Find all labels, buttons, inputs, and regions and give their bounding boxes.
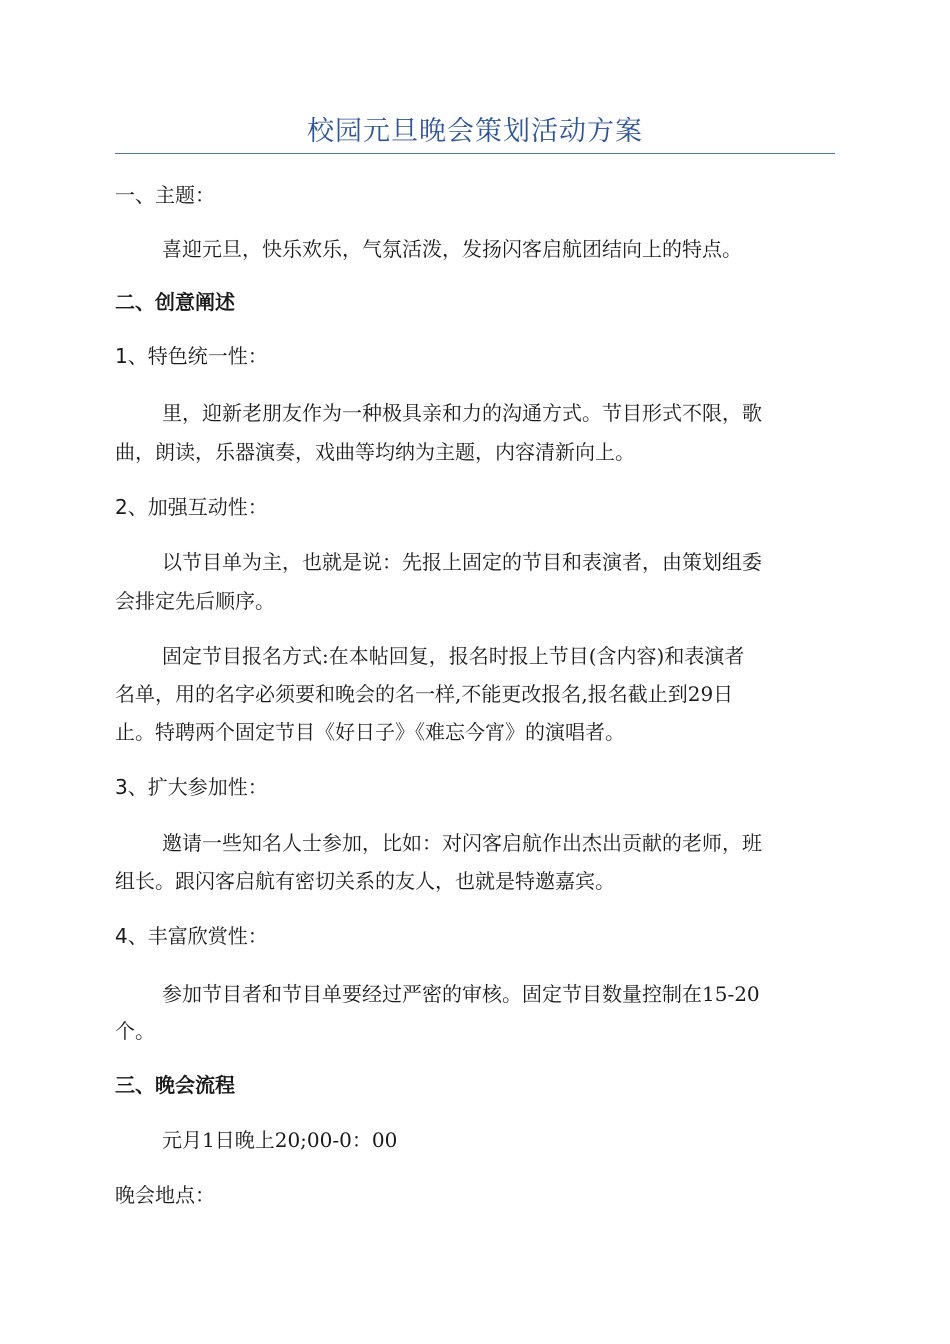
document-title: 校园元旦晚会策划活动方案 <box>307 116 643 147</box>
subsection-2-2-paragraph-2-line-2: 名单，用的名字必须要和晚会的名一样,不能更改报名,报名截止到29日 <box>115 682 734 706</box>
subsection-2-2-heading: 2、加强互动性： <box>115 495 268 519</box>
section-3-heading: 三、晚会流程 <box>115 1073 235 1097</box>
section-2-heading: 二、创意阐述 <box>115 290 235 314</box>
subsection-2-1-paragraph-line-2: 曲，朗读，乐器演奏，戏曲等均纳为主题，内容清新向上。 <box>115 440 635 464</box>
section-1-paragraph: 喜迎元旦，快乐欢乐，气氛活泼，发扬闪客启航团结向上的特点。 <box>162 237 742 261</box>
section-1-heading: 一、主题： <box>115 183 215 207</box>
subsection-2-4-heading: 4、丰富欣赏性： <box>115 924 268 948</box>
subsection-2-3-heading: 3、扩大参加性： <box>115 775 268 799</box>
subsection-2-3-paragraph-line-2: 组长。跟闪客启航有密切关系的友人，也就是特邀嘉宾。 <box>115 869 615 893</box>
subsection-2-1-heading: 1、特色统一性： <box>115 344 268 368</box>
subsection-2-2-paragraph-2-line-1: 固定节目报名方式:在本帖回复，报名时报上节目(含内容)和表演者 <box>162 644 745 668</box>
title-underline <box>115 153 835 154</box>
subsection-2-4-paragraph-line-2: 个。 <box>115 1019 155 1043</box>
subsection-2-1-paragraph-line-1: 里，迎新老朋友作为一种极具亲和力的沟通方式。节目形式不限，歌 <box>162 401 762 425</box>
subsection-2-2-paragraph-1-line-2: 会排定先后顺序。 <box>115 589 275 613</box>
section-3-paragraph-time: 元月1日晚上20;00-0：00 <box>162 1128 398 1152</box>
subsection-2-3-paragraph-line-1: 邀请一些知名人士参加，比如：对闪客启航作出杰出贡献的老师，班 <box>162 831 762 855</box>
subsection-2-2-paragraph-2-line-3: 止。特聘两个固定节目《好日子》《难忘今宵》的演唱者。 <box>115 720 625 744</box>
section-3-venue-label: 晚会地点： <box>115 1183 215 1207</box>
subsection-2-4-paragraph-line-1: 参加节目者和节目单要经过严密的审核。固定节目数量控制在15-20 <box>162 982 760 1006</box>
subsection-2-2-paragraph-1-line-1: 以节目单为主，也就是说：先报上固定的节目和表演者，由策划组委 <box>162 550 762 574</box>
